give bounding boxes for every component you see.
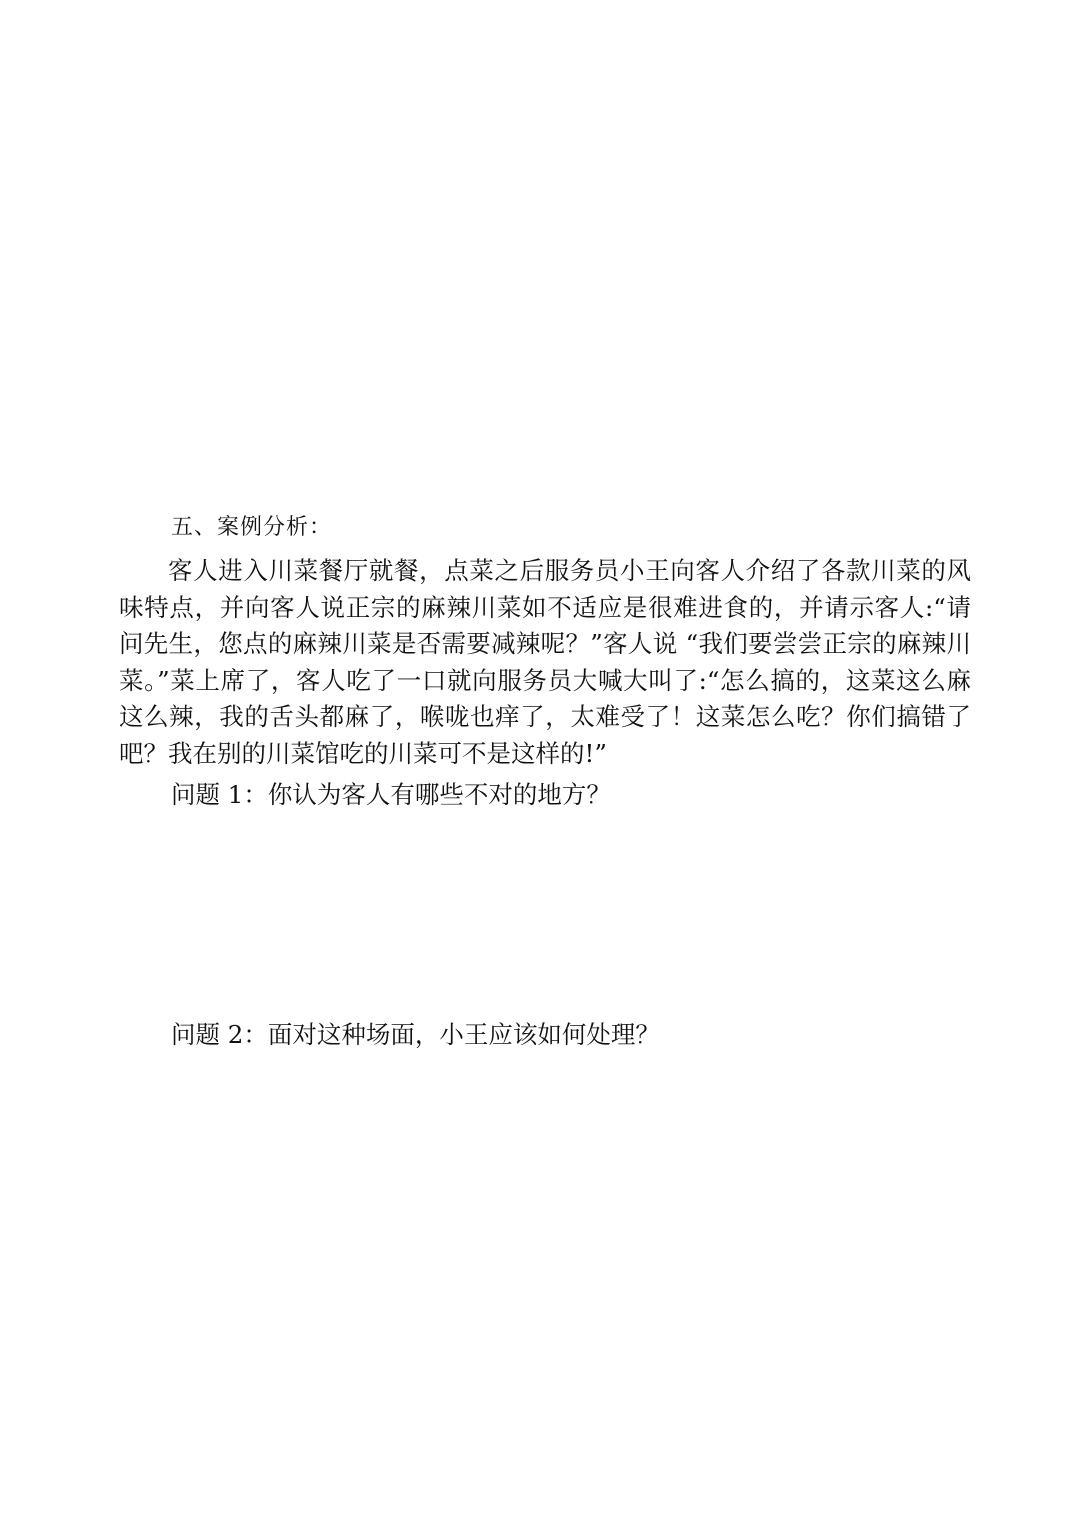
question-2: 问题 2：面对这种场面，小王应该如何处理？ [171, 1019, 660, 1049]
section-heading: 五、案例分析： [171, 515, 333, 540]
question-1: 问题 1：你认为客人有哪些不对的地方？ [171, 779, 611, 809]
case-paragraph: 客人进入川菜餐厅就餐，点菜之后服务员小王向客人介绍了各款川菜的风味特点，并向客人说正宗的麻辣川菜如不适应是很难进食的，并请示客人:“请问先生，您点的麻辣川菜是否需要减辣呢？”客人说 “我们要尝尝正宗的麻辣川菜。”菜上席了，客人吃了一口就向服务员大喊大叫了:“怎么搞的，这菜这么麻这么辣，我的舌头都麻了，喉咙也痒了，太难受了！这菜怎么吃？你们搞错了吧？我在别的川菜馆吃的川菜可不是这样的!” [119, 556, 971, 768]
document-body [119, 505, 971, 1055]
